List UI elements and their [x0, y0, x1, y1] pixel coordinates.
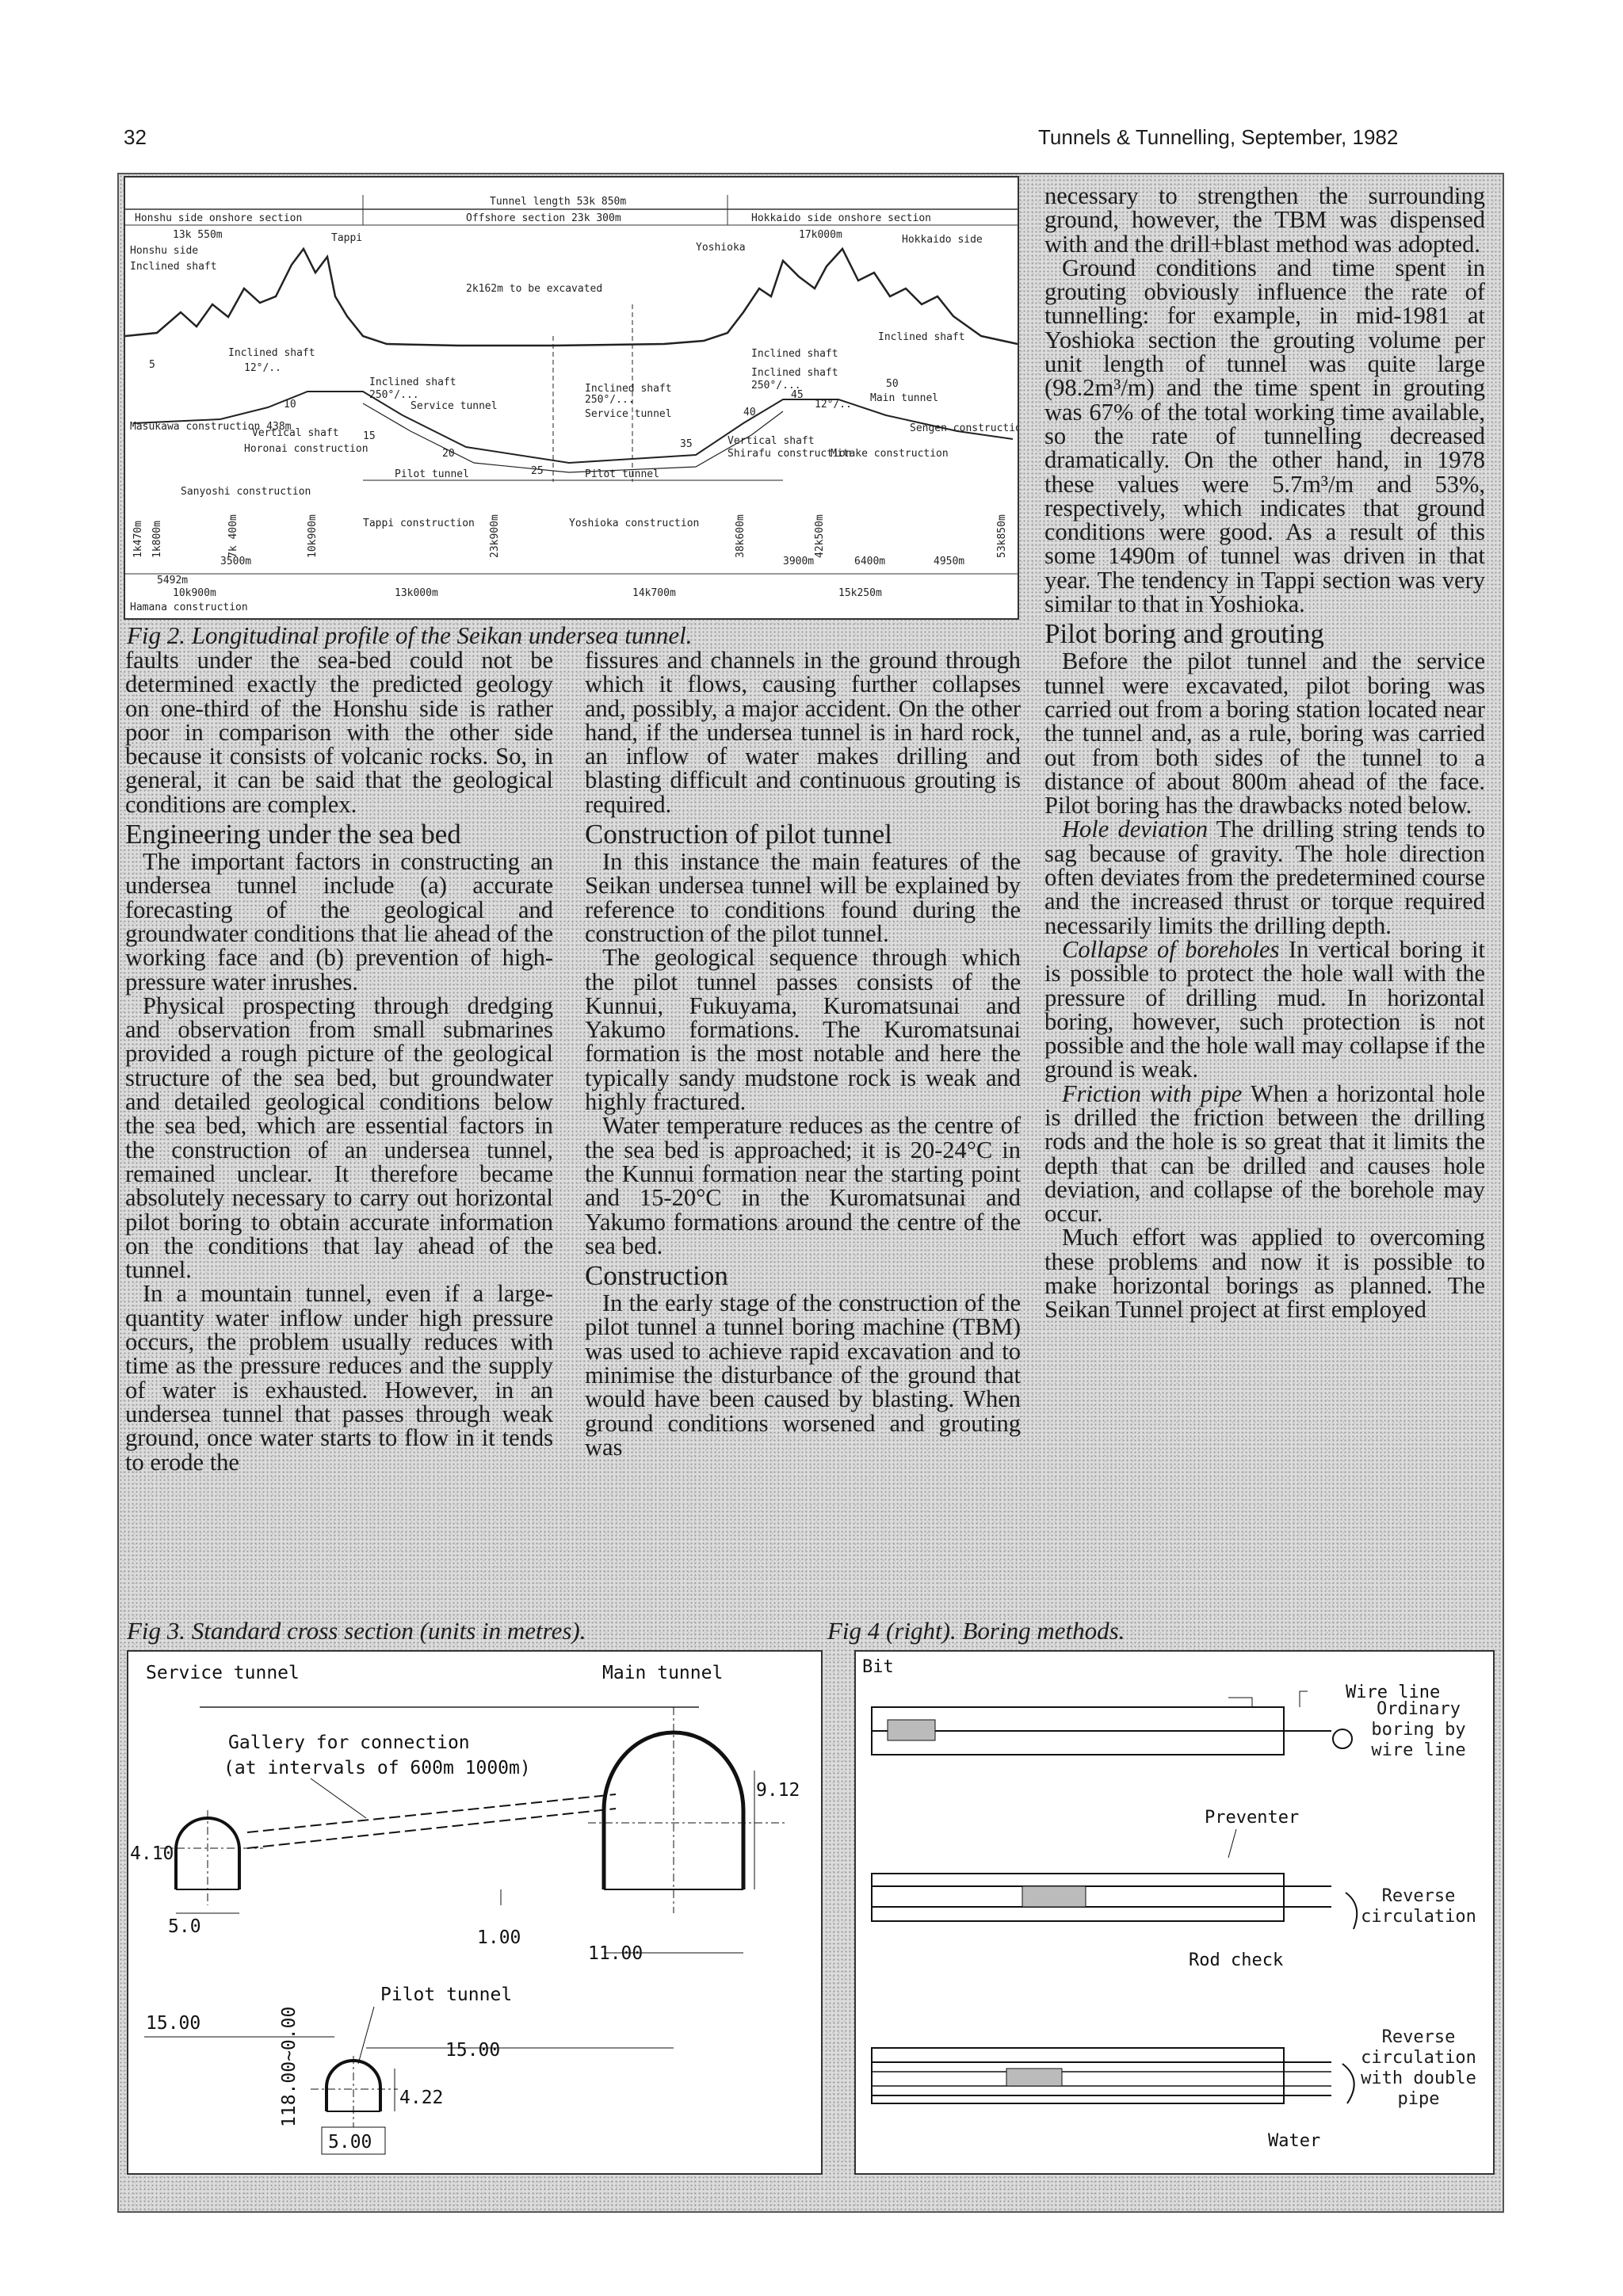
col1-paragraph-4: In a mountain tunnel, even if a large-quantity water inflow under high pressure occurs, the problem usually reduces with time as the pressure reduces and the supply of water is exhausted. However, in an undersea tunnel that passes through weak ground, once water starts to flow in it tends to erode the	[125, 1280, 553, 1476]
fig2-v-53k850: 53k850m	[996, 514, 1008, 558]
col3-paragraph-7: Much effort was applied to overcoming these problems and now it is possible to make horizontal borings as planned. The Seikan Tunnel project at first employed	[1044, 1224, 1485, 1324]
col2-paragraph-4: Water temperature reduces as the centre of the sea bed is approached; it is 20-24°C in the Kunnui formation near the starting point and 15-20°C in the Kuromatsunai and Yakumo formations around the centre of the sea bed.	[585, 1112, 1021, 1259]
fig2-svg	[125, 178, 1018, 618]
col3-paragraph-2: Ground conditions and time spent in grouting obviously influence the rate of tunnelling: for example, in mid-1981 at Yoshioka section the grouting volume per unit length of tunnel was quite large (98.2m³/m) and the time spent in grouting was 67% of the total working time available, so the rate of tunnelling decreased dramatically. On the other hand, in 1978 these values were 5.7m³/m and 53%, respectively, which indicates that ground conditions were good. As a result of this some 1490m of tunnel was driven in that year. The tendency in Tappi section was very similar to that in Yoshioka.	[1044, 254, 1485, 618]
fig3-d-118: 118.00~0.00	[279, 2006, 300, 2127]
fig3-main-tunnel: Main tunnel	[602, 1663, 724, 1683]
col2-paragraph-1: fissures and channels in the ground through which it flows, causing further collapses and, possibly, a major accident. On the other hand, if the undersea tunnel is in hard rock, an inflow of water makes drilling and blasting difficult and continuous grouting is required.	[585, 647, 1021, 818]
col3-collapse: Collapse of boreholes	[1062, 935, 1280, 963]
fig2-mitake: Mitake construction	[831, 448, 949, 460]
col2-heading-construction: Construction	[585, 1260, 728, 1292]
fig2-honshu-section: Honshu side onshore section	[135, 212, 303, 224]
col3-paragraph-4	[1044, 817, 1485, 937]
fig2-v-1k800: 1k800m	[151, 521, 163, 558]
col3-collapse-text: In vertical boring it is possible to protect the hole wall with the pressure of drilling mud. In horizontal boring, however, such protection is not possible and the hole wall may collapse if the ground is weak.	[1044, 935, 1485, 1083]
fig2-service-tunnel: Service tunnel	[411, 400, 498, 412]
fig2-hokkaido-side: Hokkaido side	[902, 234, 983, 246]
fig2-grade-250c: 250°/...	[751, 380, 801, 392]
fig3-caption: Fig 3. Standard cross section (units in metres).	[127, 1617, 586, 1645]
col3-hole-deviation-text: The drilling string tends to sag because of gravity. The hole direction often deviates from the predetermined course and the increased thrust or torque required necessarily limits the drilling depth.	[1044, 816, 1485, 939]
fig2-v-42k500: 42k500m	[814, 514, 826, 558]
fig4-preventer: Preventer	[1205, 1808, 1300, 1828]
fig2-inclined-3: Inclined shaft	[369, 376, 456, 388]
fig2-inclined-6: Inclined shaft	[751, 367, 838, 379]
fig2-n5: 5	[149, 359, 155, 371]
fig3-service-tunnel: Service tunnel	[146, 1663, 300, 1683]
fig2-sengen: Sengen construction	[910, 422, 1018, 434]
fig2-6400: 6400m	[854, 556, 886, 567]
fig4-wire-line: Wire line	[1346, 1683, 1441, 1702]
fig2-hokkaido-section: Hokkaido side onshore section	[751, 212, 931, 224]
fig2-tappi: Tappi	[331, 232, 363, 244]
fig2-n20: 20	[442, 448, 455, 460]
fig2-grade-250a: 250°/...	[369, 389, 419, 401]
fig2-15k250: 15k250m	[838, 587, 882, 599]
fig2-4950: 4950m	[934, 556, 965, 567]
col2-paragraph-5: In the early stage of the construction of the pilot tunnel a tunnel boring machine (TBM) was used to achieve rapid excavation and to minimise the disturbance of the ground that would have been caused by blasting. When ground conditions worsened and grouting was	[585, 1289, 1021, 1461]
fig2-masukawa: Masukawa construction 438m	[130, 421, 292, 433]
fig2-n35: 35	[680, 438, 693, 450]
fig2-3900: 3900m	[783, 556, 815, 567]
page-number: 32	[124, 125, 147, 149]
col3-friction: Friction with pipe	[1062, 1079, 1243, 1107]
fig2-n40: 40	[743, 407, 756, 418]
fig2-yoshioka-construction: Yoshioka construction	[569, 518, 700, 529]
fig4-boring-methods	[854, 1650, 1495, 2175]
fig4-rod-check: Rod check	[1189, 1950, 1284, 1970]
col3-hole-deviation: Hole deviation	[1062, 816, 1208, 843]
fig3-d-50: 5.0	[168, 1916, 201, 1937]
col3-paragraph-5	[1044, 935, 1485, 1083]
col3-friction-text: When a horizontal hole is drilled the friction between the drilling rods and the hole is so great that it limits the depth that can be drilled and causes hole deviation, and collapse of the borehole may occur.	[1044, 1079, 1486, 1228]
col2-paragraph-3: The geological sequence through which the pilot tunnel passes consists of the Kunnui, Fukuyama, Kuromatsunai and Yakumo formations. The Kuromatsunai formation is the most notable and here the typically sandy mudstone rock is weak and highly fractured.	[585, 944, 1021, 1116]
fig2-grade-12: 12°/..	[244, 362, 281, 374]
column-3	[1044, 184, 1485, 1618]
fig2-profile	[124, 176, 1019, 620]
fig2-offshore-section: Offshore section 23k 300m	[466, 212, 621, 224]
col1-paragraph-3: Physical prospecting through dredging and observation from small submarines provided a rough picture of the geological structure of the sea bed, but groundwater and detailed geological conditions below the sea bed, which are essential factors in the construction of an undersea tunnel, remained unclear. It therefore became absolutely necessary to carry out horizontal pilot boring to obtain accurate information on the conditions that lay ahead of the tunnel.	[125, 991, 553, 1284]
fig3-d-422: 4.22	[399, 2088, 444, 2108]
fig2-horonai: Horonai construction	[244, 443, 369, 455]
col1-paragraph-2: The important factors in constructing an undersea tunnel include (a) accurate forecasting of the geological and groundwater conditions that lie ahead of the working face and (b) prevention of high-pressure water inrushes.	[125, 848, 553, 995]
fig2-tunnel-length: Tunnel length 53k 850m	[490, 196, 627, 208]
fig2-v-10k900: 10k900m	[307, 514, 319, 558]
fig2-service-tunnel-2: Service tunnel	[585, 408, 672, 420]
fig2-3500: 3500m	[220, 556, 252, 567]
fig2-n50: 50	[886, 378, 899, 390]
fig2-grade-12b: 12°/..	[815, 399, 852, 411]
fig3-d-1500b: 15.00	[445, 2040, 501, 2061]
col2-heading-pilot: Construction of pilot tunnel	[585, 819, 892, 850]
fig2-pilot-tunnel-2: Pilot tunnel	[585, 468, 659, 480]
fig2-pilot-tunnel: Pilot tunnel	[395, 468, 469, 480]
fig2-yoshioka: Yoshioka	[696, 242, 746, 254]
fig2-inclined-7: Inclined shaft	[878, 331, 965, 343]
fig2-n25: 25	[531, 465, 544, 477]
col1-paragraph-1: faults under the sea-bed could not be determined exactly the predicted geology on one-third of the Honshu side is rather poor in comparison with the other side because it consists of volcanic rocks. So, in general, it can be said that the geological conditions are complex.	[125, 647, 553, 818]
fig2-10k900: 10k900m	[173, 587, 216, 599]
fig2-v-38k600: 38k600m	[735, 514, 747, 558]
col3-paragraph-6	[1044, 1079, 1486, 1228]
fig2-sanyoshi: Sanyoshi construction	[181, 486, 311, 498]
fig2-shirafu: Shirafu construction	[727, 448, 852, 460]
fig2-n10: 10	[284, 399, 296, 411]
fig3-d-912: 9.12	[756, 1780, 800, 1801]
fig4-water: Water	[1268, 2131, 1321, 2151]
fig4-method-2: Reverse circulation	[1361, 1886, 1476, 1927]
fig4-bit: Bit	[862, 1657, 894, 1677]
fig2-inclined-2: Inclined shaft	[228, 347, 315, 359]
column-2	[585, 648, 1021, 1615]
fig3-gallery-2: (at intervals of 600m 1000m)	[223, 1758, 531, 1778]
fig2-caption: Fig 2. Longitudinal profile of the Seikan undersea tunnel.	[127, 621, 693, 649]
fig2-5492: 5492m	[157, 575, 189, 586]
fig2-vertical-left: Vertical shaft	[252, 427, 339, 439]
fig4-caption: Fig 4 (right). Boring methods.	[827, 1617, 1125, 1645]
col1-heading-engineering: Engineering under the sea bed	[125, 819, 461, 850]
fig3-d-1100: 11.00	[588, 1943, 643, 1964]
fig2-vertical-right: Vertical shaft	[727, 435, 815, 447]
fig3-svg	[128, 1652, 821, 2173]
journal-title: Tunnels & Tunnelling, September, 1982	[1038, 125, 1399, 149]
fig2-v-1k470: 1k470m	[132, 521, 144, 558]
fig2-hamana: Hamana construction	[130, 602, 248, 613]
fig2-honshu-side: Honshu side	[130, 245, 199, 257]
col3-paragraph-3: Before the pilot tunnel and the service tunnel were excavated, pilot boring was carried out from a boring station located near the tunnel and, as a rule, boring was carried out from both sides of the tunnel to a distance of about 800m ahead of the face. Pilot boring has the drawbacks noted below.	[1044, 648, 1485, 819]
fig4-svg	[856, 1652, 1493, 2173]
fig2-13k000: 13k000m	[395, 587, 438, 599]
fig4-method-1: Ordinary boring by wire line	[1371, 1699, 1466, 1760]
fig2-13k550: 13k 550m	[173, 229, 223, 241]
fig2-tappi-construction: Tappi construction	[363, 518, 475, 529]
col3-paragraph-1: necessary to strengthen the surrounding ground, however, the TBM was dispensed with and the drill+blast method was adopted.	[1044, 182, 1485, 258]
fig3-cross-section	[127, 1650, 823, 2175]
col2-paragraph-2: In this instance the main features of the Seikan undersea tunnel will be explained by reference to conditions found during the construction of the pilot tunnel.	[585, 848, 1021, 947]
fig2-inclined-4: Inclined shaft	[585, 383, 672, 395]
fig3-d-500: 5.00	[328, 2132, 372, 2153]
fig2-inclined-left: Inclined shaft	[130, 261, 217, 273]
fig2-n15: 15	[363, 430, 376, 442]
fig3-pilot-tunnel: Pilot tunnel	[380, 1985, 513, 2005]
column-1	[125, 648, 553, 1615]
fig2-v-23k900: 23k900m	[489, 514, 501, 558]
fig2-inclined-5: Inclined shaft	[751, 348, 838, 360]
fig2-to-excavate: 2k162m to be excavated	[466, 283, 603, 295]
fig3-gallery-1: Gallery for connection	[228, 1733, 470, 1753]
fig3-d-1500a: 15.00	[146, 2013, 201, 2034]
fig3-d-410: 4.10	[130, 1843, 174, 1864]
fig2-grade-250b: 250°/...	[585, 394, 635, 406]
fig2-17k000: 17k000m	[799, 229, 842, 241]
fig2-main-tunnel: Main tunnel	[870, 392, 939, 404]
fig2-n45: 45	[791, 389, 804, 401]
fig2-14k700: 14k700m	[632, 587, 676, 599]
col3-heading-pilot-boring: Pilot boring and grouting	[1044, 618, 1324, 650]
fig3-d-100: 1.00	[477, 1927, 521, 1948]
fig2-v-7k400: 7k 400m	[227, 514, 239, 558]
fig4-method-3: Reverse circulation with double pipe	[1361, 2027, 1476, 2109]
